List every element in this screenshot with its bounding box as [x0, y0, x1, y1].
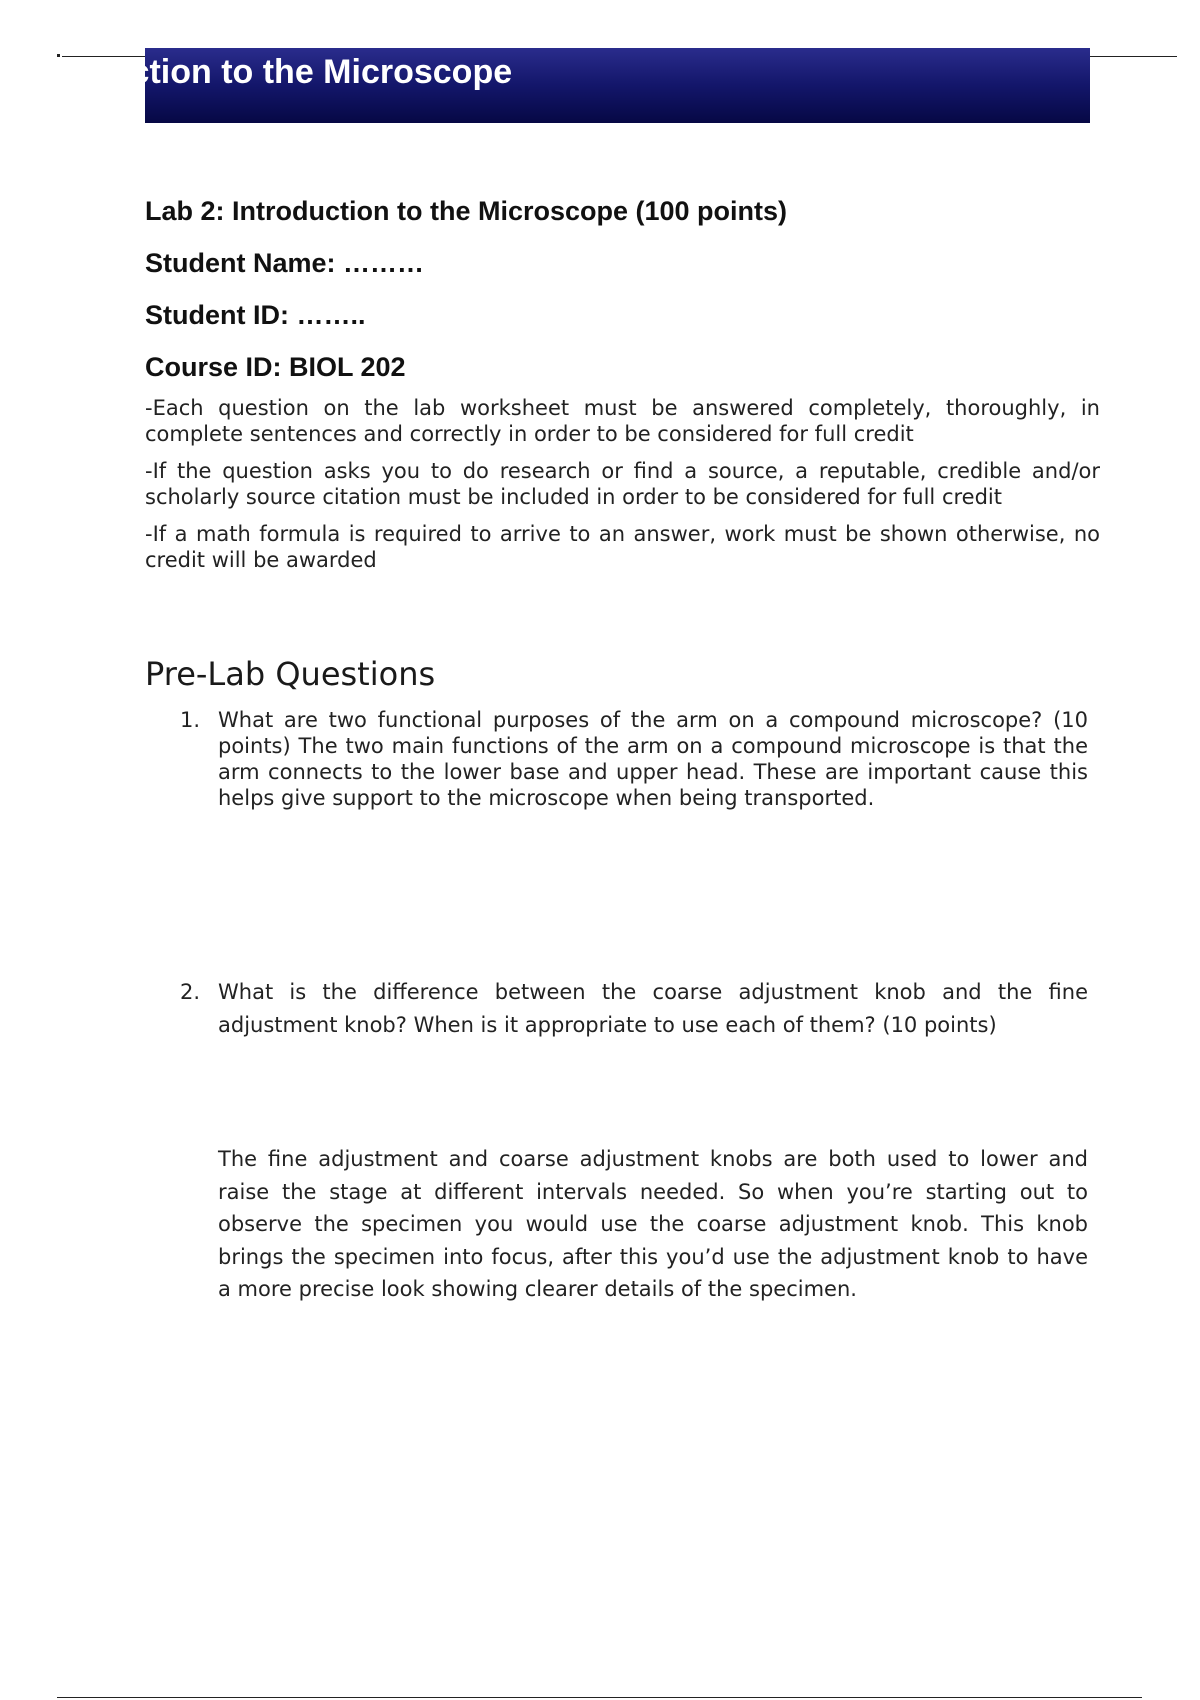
header-rule-dot	[57, 54, 60, 57]
student-id-field: Student ID: ……..	[145, 300, 366, 330]
banner-title: duction to the Microscope	[89, 53, 513, 91]
student-name-field: Student Name: ………	[145, 248, 425, 278]
instruction-completeness: -Each question on the lab worksheet must be answered completely, thoroughly, in complete sentences and correctly in order to be considered for full credit	[145, 396, 1100, 446]
lab-title: Lab 2: Introduction to the Microscope (100 points)	[145, 196, 788, 226]
question-number: 2.	[180, 980, 201, 1004]
question-number: 1.	[180, 708, 201, 732]
instructions	[145, 395, 1100, 584]
answer-text: The fine adjustment and coarse adjustment knobs are both used to lower and raise the stage at different intervals needed. So when you’re starting out to observe the specimen you would use the coarse adjustment knob. This knob brings the specimen into focus, after this you’d use the adjustment knob to have a more precise look showing clearer details of the specimen.	[218, 1147, 1088, 1301]
question-text: What are two functional purposes of the arm on a compound microscope? (10 points) The two main functions of the arm on a compound microscope is that the arm connects to the lower base and upper head. These are important cause this helps give support to the microscope when being transported.	[218, 708, 1088, 810]
title-banner	[89, 48, 1090, 123]
instruction-math-work: -If a math formula is required to arrive to an answer, work must be shown otherwise, no credit will be awarded	[145, 522, 1100, 572]
document-header	[145, 192, 1105, 386]
question-text: What is the difference between the coarse adjustment knob and the fine adjustment knob? When is it appropriate to use each of them? (10 points)	[218, 980, 1088, 1037]
question-item	[180, 707, 1088, 811]
section-title: Pre-Lab Questions	[145, 655, 436, 693]
footer-rule	[57, 1697, 1142, 1698]
course-id-field: Course ID: BIOL 202	[145, 352, 406, 382]
question-item	[180, 976, 1088, 1042]
instruction-citation: -If the question asks you to do research or find a source, a reputable, credible and/or scholarly source citation must be included in order to be considered for full credit	[145, 459, 1100, 509]
